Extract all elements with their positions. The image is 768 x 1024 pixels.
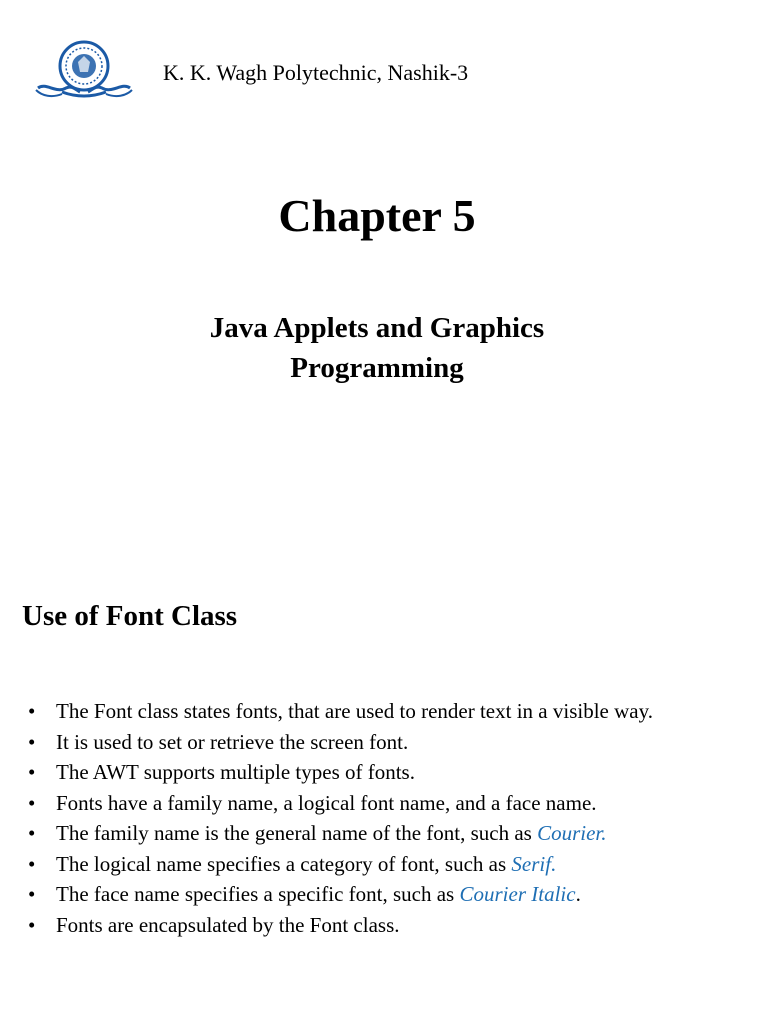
- bullet-icon: •: [28, 851, 36, 876]
- bullet-text: The logical name specifies a category of font, such as: [56, 851, 512, 876]
- chapter-subtitle: [0, 308, 754, 388]
- bullet-icon: •: [28, 821, 36, 845]
- highlight-text: Serif: [511, 851, 552, 876]
- bullet-text: The Font class states fonts, that are used to render text in a visible way.: [56, 699, 653, 723]
- bullet-icon: •: [28, 699, 36, 723]
- institute-name: K. K. Wagh Polytechnic, Nashik-3: [163, 60, 469, 85]
- section-title: Use of Font Class: [22, 600, 238, 632]
- bullet-icon: •: [28, 912, 36, 937]
- bullet-list: [28, 696, 744, 940]
- bullet-item: [28, 910, 744, 941]
- bullet-item: [28, 788, 744, 819]
- bullet-item: [28, 849, 744, 880]
- bullet-item: [28, 727, 744, 758]
- bullet-item: [28, 818, 744, 849]
- institute-seal-icon: [32, 38, 136, 100]
- bullet-icon: •: [28, 882, 36, 906]
- bullet-text: The family name is the general name of the font, such as: [56, 821, 538, 845]
- bullet-icon: •: [28, 790, 36, 815]
- highlight-suffix: .: [551, 851, 557, 876]
- bullet-text: The AWT supports multiple types of fonts.: [56, 760, 415, 784]
- bullet-icon: •: [28, 729, 36, 754]
- bullet-text: The face name specifies a specific font, such as: [56, 882, 460, 906]
- bullet-text: Fonts are encapsulated by the Font class.: [56, 912, 400, 937]
- highlight-suffix: .: [601, 821, 607, 845]
- bullet-item: [28, 879, 744, 910]
- highlight-text: Courier Italic: [459, 882, 576, 906]
- bullet-item: [28, 757, 744, 788]
- bullet-text: It is used to set or retrieve the screen font.: [56, 729, 409, 754]
- subtitle-line-2: Programming: [290, 352, 464, 384]
- bullet-icon: •: [28, 760, 36, 784]
- highlight-text: Courier: [537, 821, 602, 845]
- subtitle-line-1: Java Applets and Graphics: [209, 312, 545, 344]
- chapter-title: Chapter 5: [278, 190, 476, 241]
- bullet-text-after: .: [575, 882, 581, 906]
- bullet-text: Fonts have a family name, a logical font name, and a face name.: [56, 790, 597, 815]
- bullet-item: [28, 696, 744, 727]
